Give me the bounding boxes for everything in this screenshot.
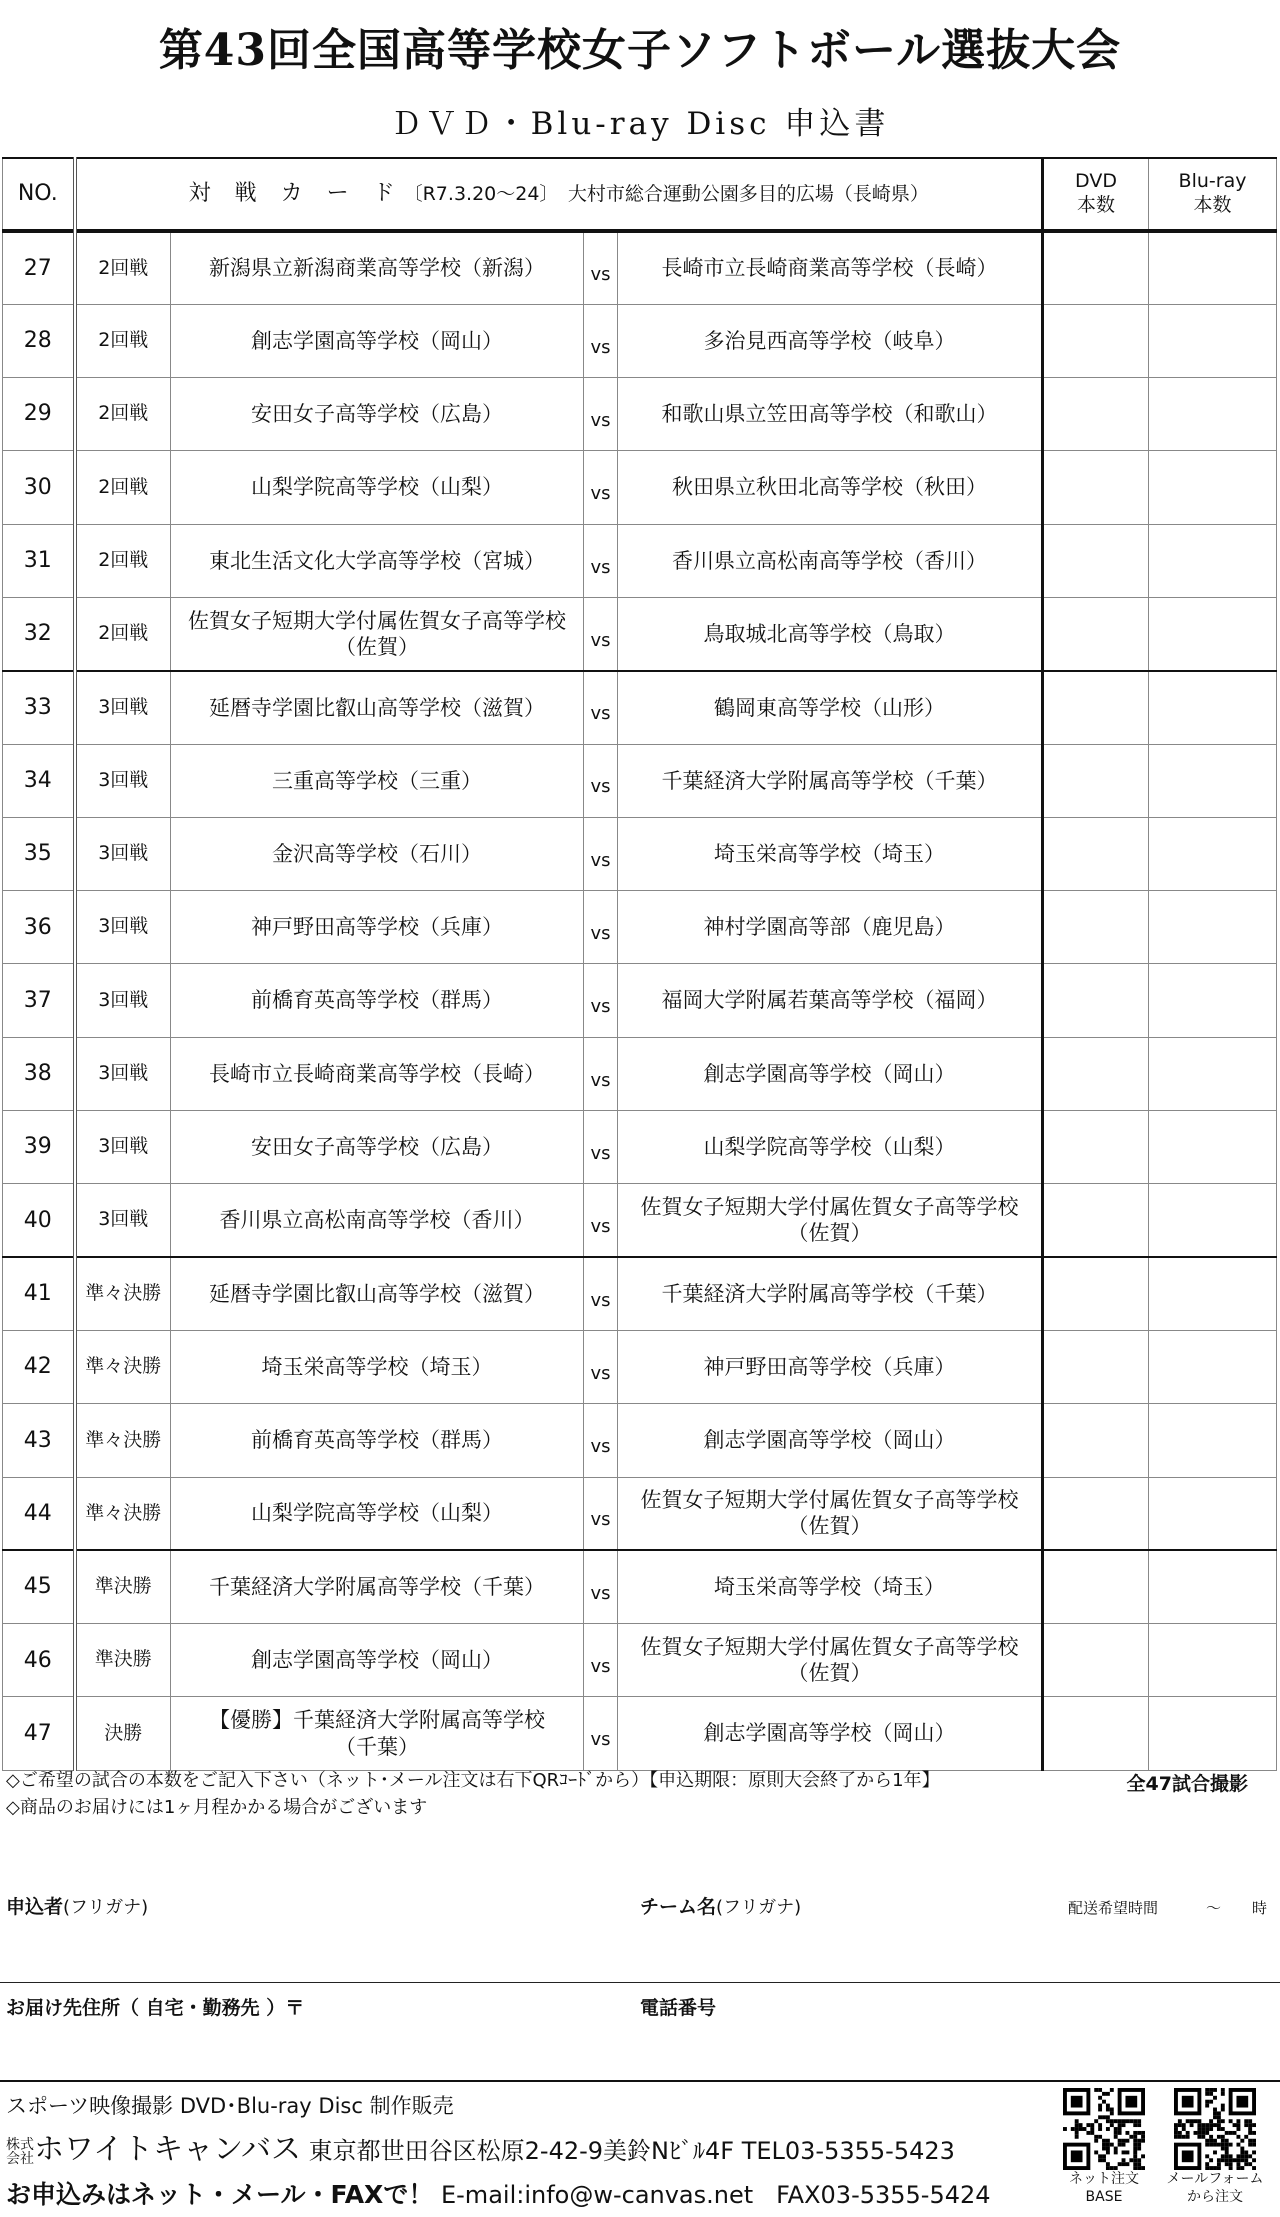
corp-top: 株式 bbox=[6, 2137, 34, 2153]
vs-label: vs bbox=[584, 671, 618, 744]
bluray-quantity-cell[interactable] bbox=[1149, 1111, 1277, 1184]
applicant-label-text: 申込者 bbox=[6, 1896, 64, 1918]
left-team bbox=[171, 744, 584, 817]
table-row bbox=[3, 817, 1277, 890]
right-team bbox=[618, 1111, 1043, 1184]
dvd-quantity-cell[interactable] bbox=[1043, 231, 1149, 304]
match-round: 2回戦 bbox=[75, 378, 171, 451]
table-header-row bbox=[3, 158, 1277, 231]
match-round: 2回戦 bbox=[75, 524, 171, 597]
left-team bbox=[171, 1477, 584, 1550]
dvd-quantity-cell[interactable] bbox=[1043, 1697, 1149, 1770]
bluray-quantity-cell[interactable] bbox=[1149, 744, 1277, 817]
right-team-name: 千葉経済大学附属高等学校（千葉） bbox=[661, 1281, 998, 1306]
phone-label: 電話番号 bbox=[640, 1997, 717, 2019]
dvd-quantity-cell[interactable] bbox=[1043, 1550, 1149, 1623]
delivery-time-hour: 時 bbox=[1252, 1899, 1268, 1917]
left-team bbox=[171, 378, 584, 451]
right-team bbox=[618, 1037, 1043, 1110]
table-row bbox=[3, 1624, 1277, 1697]
company-type-mark bbox=[6, 2138, 34, 2166]
table-row bbox=[3, 1257, 1277, 1330]
right-team-name: 和歌山県立笠田高等学校（和歌山） bbox=[661, 402, 998, 427]
right-team bbox=[618, 597, 1043, 670]
left-team-name: 香川県立高松南高等学校（香川） bbox=[219, 1208, 535, 1233]
left-team bbox=[171, 1404, 584, 1477]
table-row bbox=[3, 597, 1277, 670]
match-number: 30 bbox=[3, 451, 75, 524]
left-team-name: 延暦寺学園比叡山高等学校（滋賀） bbox=[209, 1281, 545, 1306]
left-team bbox=[171, 1550, 584, 1623]
dvd-quantity-cell[interactable] bbox=[1043, 378, 1149, 451]
dvd-quantity-cell[interactable] bbox=[1043, 524, 1149, 597]
vs-label: vs bbox=[584, 1697, 618, 1770]
match-number: 34 bbox=[3, 744, 75, 817]
bluray-quantity-cell[interactable] bbox=[1149, 1550, 1277, 1623]
dvd-quantity-cell[interactable] bbox=[1043, 964, 1149, 1037]
right-team-name: 神村学園高等部（鹿児島） bbox=[703, 915, 956, 940]
table-row bbox=[3, 891, 1277, 964]
bluray-quantity-cell[interactable] bbox=[1149, 1037, 1277, 1110]
table-row bbox=[3, 378, 1277, 451]
left-team bbox=[171, 1624, 584, 1697]
table-row bbox=[3, 671, 1277, 744]
match-round: 2回戦 bbox=[75, 231, 171, 304]
table-row bbox=[3, 1477, 1277, 1550]
match-number: 39 bbox=[3, 1111, 75, 1184]
right-team bbox=[618, 1404, 1043, 1477]
right-team-name: 創志学園高等学校（岡山） bbox=[703, 1428, 956, 1453]
header-bluray-line2: 本数 bbox=[1193, 194, 1232, 216]
bluray-quantity-cell[interactable] bbox=[1149, 891, 1277, 964]
qr-mailform-caption-line1: メールフォーム bbox=[1166, 2171, 1264, 2187]
match-number: 45 bbox=[3, 1550, 75, 1623]
bluray-quantity-cell[interactable] bbox=[1149, 231, 1277, 304]
vs-label: vs bbox=[584, 1624, 618, 1697]
right-team-name: 創志学園高等学校（岡山） bbox=[703, 1721, 956, 1746]
qr-base-caption-line2: BASE bbox=[1085, 2189, 1123, 2205]
right-team bbox=[618, 891, 1043, 964]
dvd-quantity-cell[interactable] bbox=[1043, 1404, 1149, 1477]
match-round: 準々決勝 bbox=[75, 1404, 171, 1477]
match-number: 29 bbox=[3, 378, 75, 451]
left-team-name: 東北生活文化大学高等学校（宮城） bbox=[209, 548, 545, 573]
match-round: 準々決勝 bbox=[75, 1257, 171, 1330]
footer-company-line bbox=[6, 2124, 955, 2168]
table-row bbox=[3, 1037, 1277, 1110]
order-cta: お申込みはネット・メール・FAXで！ bbox=[6, 2180, 434, 2209]
header-dvd-line1: DVD bbox=[1075, 170, 1117, 193]
bluray-quantity-cell[interactable] bbox=[1149, 1624, 1277, 1697]
left-team-name: 神戸野田高等学校（兵庫） bbox=[251, 915, 503, 940]
page-title: 第43回全国高等学校女子ソフトボール選抜大会 bbox=[158, 25, 1122, 76]
dvd-quantity-cell[interactable] bbox=[1043, 1037, 1149, 1110]
right-team-name: 創志学園高等学校（岡山） bbox=[703, 1061, 956, 1086]
footer-divider bbox=[0, 2080, 1280, 2082]
bluray-quantity-cell[interactable] bbox=[1149, 304, 1277, 377]
note-line-1: ◇ご希望の試合の本数をご記入下さい（ネット･メール注文は右下QRｺｰﾄﾞから）【申込期限：原則大会終了から1年】 bbox=[6, 1770, 940, 1791]
right-team bbox=[618, 1330, 1043, 1403]
bluray-quantity-cell[interactable] bbox=[1149, 1404, 1277, 1477]
vs-label: vs bbox=[584, 304, 618, 377]
bluray-quantity-cell[interactable] bbox=[1149, 1697, 1277, 1770]
bluray-quantity-cell[interactable] bbox=[1149, 1477, 1277, 1550]
match-number: 43 bbox=[3, 1404, 75, 1477]
team-label bbox=[640, 1892, 801, 1919]
footer-contact-line bbox=[6, 2175, 991, 2211]
contact-email[interactable]: E-mail:info@w-canvas.net bbox=[440, 2181, 754, 2209]
qr-base-caption-line1: ネット注文 bbox=[1069, 2171, 1139, 2187]
vs-label: vs bbox=[584, 1037, 618, 1110]
match-round: 3回戦 bbox=[75, 891, 171, 964]
table-row bbox=[3, 1404, 1277, 1477]
vs-label: vs bbox=[584, 1111, 618, 1184]
dvd-quantity-cell[interactable] bbox=[1043, 1111, 1149, 1184]
right-team-name: 埼玉栄高等学校（埼玉） bbox=[714, 841, 945, 866]
right-team bbox=[618, 1184, 1043, 1257]
left-team-name: 前橋育英高等学校（群馬） bbox=[251, 1428, 503, 1453]
total-matches: 全47試合撮影 bbox=[1126, 1773, 1248, 1795]
left-team bbox=[171, 891, 584, 964]
match-round: 準決勝 bbox=[75, 1550, 171, 1623]
table-row bbox=[3, 231, 1277, 304]
vs-label: vs bbox=[584, 1404, 618, 1477]
company-name: ホワイトキャンバス bbox=[34, 2132, 301, 2167]
left-team bbox=[171, 1697, 584, 1770]
header-bluray-qty bbox=[1149, 158, 1277, 231]
right-team bbox=[618, 231, 1043, 304]
bluray-quantity-cell[interactable] bbox=[1149, 378, 1277, 451]
match-round: 3回戦 bbox=[75, 964, 171, 1037]
order-table bbox=[2, 157, 1277, 1771]
match-round: 3回戦 bbox=[75, 817, 171, 890]
left-team bbox=[171, 597, 584, 670]
right-team-prefecture: （佐賀） bbox=[787, 1661, 872, 1686]
right-team-name: 千葉経済大学附属高等学校（千葉） bbox=[661, 768, 998, 793]
left-team bbox=[171, 1111, 584, 1184]
table-row bbox=[3, 524, 1277, 597]
delivery-time-tilde: ～ bbox=[1206, 1899, 1222, 1917]
left-team-name: 長崎市立長崎商業高等学校（長崎） bbox=[209, 1061, 545, 1086]
match-number: 28 bbox=[3, 304, 75, 377]
match-round: 準々決勝 bbox=[75, 1477, 171, 1550]
right-team bbox=[618, 1697, 1043, 1770]
left-team-name: 安田女子高等学校（広島） bbox=[251, 402, 503, 427]
qr-base-caption bbox=[1054, 2170, 1154, 2206]
vs-label: vs bbox=[584, 1330, 618, 1403]
right-team bbox=[618, 524, 1043, 597]
match-number: 32 bbox=[3, 597, 75, 670]
vs-label: vs bbox=[584, 1257, 618, 1330]
dvd-quantity-cell[interactable] bbox=[1043, 1184, 1149, 1257]
left-team-name: 金沢高等学校（石川） bbox=[272, 841, 482, 866]
dvd-quantity-cell[interactable] bbox=[1043, 597, 1149, 670]
match-number: 31 bbox=[3, 524, 75, 597]
left-team-name: 三重高等学校（三重） bbox=[272, 768, 482, 793]
dvd-quantity-cell[interactable] bbox=[1043, 1330, 1149, 1403]
right-team-name: 福岡大学附属若葉高等学校（福岡） bbox=[661, 988, 998, 1013]
right-team-prefecture: （佐賀） bbox=[787, 1221, 872, 1246]
left-team-name: 新潟県立新潟商業高等学校（新潟） bbox=[209, 256, 545, 281]
match-round: 3回戦 bbox=[75, 1184, 171, 1257]
delivery-time-label: 配送希望時間 bbox=[1068, 1899, 1159, 1917]
vs-label: vs bbox=[584, 524, 618, 597]
dvd-quantity-cell[interactable] bbox=[1043, 1477, 1149, 1550]
right-team bbox=[618, 671, 1043, 744]
right-team bbox=[618, 1624, 1043, 1697]
notes bbox=[6, 1767, 940, 1821]
right-team-name: 長崎市立長崎商業高等学校（長崎） bbox=[661, 256, 998, 281]
vs-label: vs bbox=[584, 1477, 618, 1550]
qr-code-mailform-icon[interactable] bbox=[1174, 2088, 1256, 2170]
table-row bbox=[3, 1111, 1277, 1184]
right-team bbox=[618, 1477, 1043, 1550]
header-match-card bbox=[75, 158, 1043, 231]
right-team-name: 秋田県立秋田北高等学校（秋田） bbox=[672, 475, 987, 500]
applicant-label bbox=[6, 1892, 148, 1919]
left-team-name: 創志学園高等学校（岡山） bbox=[251, 1648, 503, 1673]
match-number: 44 bbox=[3, 1477, 75, 1550]
team-kana: (フリガナ) bbox=[716, 1897, 802, 1918]
company-address: 東京都世田谷区松原2-42-9美鈴Nﾋﾞﾙ4F TEL03-5355-5423 bbox=[308, 2137, 955, 2165]
dvd-quantity-cell[interactable] bbox=[1043, 451, 1149, 524]
qr-mailform-caption bbox=[1165, 2170, 1265, 2206]
left-team-name: 山梨学院高等学校（山梨） bbox=[251, 475, 503, 500]
vs-label: vs bbox=[584, 231, 618, 304]
bluray-quantity-cell[interactable] bbox=[1149, 1257, 1277, 1330]
match-number: 38 bbox=[3, 1037, 75, 1110]
left-team-name: 創志学園高等学校（岡山） bbox=[251, 328, 503, 353]
applicant-kana: (フリガナ) bbox=[63, 1897, 149, 1918]
left-team bbox=[171, 1037, 584, 1110]
dvd-quantity-cell[interactable] bbox=[1043, 1257, 1149, 1330]
right-team-name: 多治見西高等学校（岐阜） bbox=[703, 328, 956, 353]
team-label-text: チーム名 bbox=[640, 1896, 717, 1918]
header-card-label: 対 戦 カ ー ド bbox=[188, 181, 396, 207]
left-team-name: 佐賀女子短期大学付属佐賀女子高等学校 bbox=[188, 608, 566, 633]
right-team-prefecture: （佐賀） bbox=[787, 1514, 872, 1539]
vs-label: vs bbox=[584, 1550, 618, 1623]
left-team bbox=[171, 964, 584, 1037]
table-row bbox=[3, 451, 1277, 524]
right-team-name: 神戸野田高等学校（兵庫） bbox=[703, 1354, 956, 1379]
bluray-quantity-cell[interactable] bbox=[1149, 671, 1277, 744]
bluray-quantity-cell[interactable] bbox=[1149, 964, 1277, 1037]
note-line-2: ◇商品のお届けには1ヶ月程かかる場合がございます bbox=[6, 1797, 428, 1818]
table-row bbox=[3, 1184, 1277, 1257]
bluray-quantity-cell[interactable] bbox=[1149, 597, 1277, 670]
left-team bbox=[171, 1184, 584, 1257]
vs-label: vs bbox=[584, 597, 618, 670]
header-dvd-line2: 本数 bbox=[1077, 194, 1116, 216]
page-subtitle: ＤＶＤ・Blu-ray Disc 申込書 bbox=[390, 106, 890, 142]
right-team-name: 佐賀女子短期大学付属佐賀女子高等学校 bbox=[640, 1488, 1019, 1513]
vs-label: vs bbox=[584, 744, 618, 817]
left-team-prefecture: （千葉） bbox=[335, 1734, 419, 1759]
vs-label: vs bbox=[584, 964, 618, 1037]
left-team-name: 【優勝】千葉経済大学附属高等学校 bbox=[209, 1708, 545, 1733]
vs-label: vs bbox=[584, 378, 618, 451]
contact-fax: FAX03-5355-5424 bbox=[776, 2181, 991, 2209]
right-team-name: 埼玉栄高等学校（埼玉） bbox=[714, 1575, 945, 1600]
bluray-quantity-cell[interactable] bbox=[1149, 524, 1277, 597]
left-team bbox=[171, 1330, 584, 1403]
left-team-name: 千葉経済大学附属高等学校（千葉） bbox=[209, 1575, 545, 1600]
right-team-name: 山梨学院高等学校（山梨） bbox=[703, 1135, 956, 1160]
table-row bbox=[3, 304, 1277, 377]
dvd-quantity-cell[interactable] bbox=[1043, 891, 1149, 964]
qr-code-base-icon[interactable] bbox=[1063, 2088, 1145, 2170]
bluray-quantity-cell[interactable] bbox=[1149, 1330, 1277, 1403]
bluray-quantity-cell[interactable] bbox=[1149, 451, 1277, 524]
match-round: 3回戦 bbox=[75, 1037, 171, 1110]
table-row bbox=[3, 1330, 1277, 1403]
left-team bbox=[171, 671, 584, 744]
left-team-name: 前橋育英高等学校（群馬） bbox=[251, 988, 503, 1013]
header-venue: 〔R7.3.20～24〕 大村市総合運動公園多目的広場（長崎県） bbox=[403, 183, 929, 206]
match-round: 準決勝 bbox=[75, 1624, 171, 1697]
match-round: 3回戦 bbox=[75, 744, 171, 817]
dvd-quantity-cell[interactable] bbox=[1043, 304, 1149, 377]
corp-bottom: 会社 bbox=[6, 2151, 34, 2167]
table-row bbox=[3, 1550, 1277, 1623]
right-team bbox=[618, 964, 1043, 1037]
vs-label: vs bbox=[584, 451, 618, 524]
match-number: 42 bbox=[3, 1330, 75, 1403]
left-team bbox=[171, 1257, 584, 1330]
vs-label: vs bbox=[584, 817, 618, 890]
vs-label: vs bbox=[584, 1184, 618, 1257]
right-team-name: 佐賀女子短期大学付属佐賀女子高等学校 bbox=[640, 1195, 1019, 1219]
left-team-name: 埼玉栄高等学校（埼玉） bbox=[261, 1354, 493, 1379]
address-label: お届け先住所（ 自宅・勤務先 ）〒 bbox=[6, 1997, 305, 2019]
applicant-underline bbox=[0, 1982, 1280, 1983]
left-team-name: 山梨学院高等学校（山梨） bbox=[251, 1501, 503, 1526]
right-team-name: 佐賀女子短期大学付属佐賀女子高等学校 bbox=[640, 1635, 1019, 1660]
left-team-prefecture: （佐賀） bbox=[335, 634, 419, 659]
header-dvd-qty bbox=[1043, 158, 1149, 231]
match-number: 35 bbox=[3, 817, 75, 890]
match-round: 準々決勝 bbox=[75, 1330, 171, 1403]
match-round: 2回戦 bbox=[75, 451, 171, 524]
left-team bbox=[171, 524, 584, 597]
table-row bbox=[3, 964, 1277, 1037]
match-number: 41 bbox=[3, 1257, 75, 1330]
right-team bbox=[618, 1257, 1043, 1330]
match-number: 47 bbox=[3, 1697, 75, 1770]
match-number: 46 bbox=[3, 1624, 75, 1697]
table-row bbox=[3, 1697, 1277, 1770]
right-team bbox=[618, 304, 1043, 377]
match-round: 2回戦 bbox=[75, 597, 171, 670]
dvd-quantity-cell[interactable] bbox=[1043, 1624, 1149, 1697]
match-round: 決勝 bbox=[75, 1697, 171, 1770]
left-team bbox=[171, 451, 584, 524]
header-bluray-line1: Blu-ray bbox=[1178, 170, 1247, 193]
right-team bbox=[618, 744, 1043, 817]
right-team-name: 鶴岡東高等学校（山形） bbox=[714, 695, 945, 720]
dvd-quantity-cell[interactable] bbox=[1043, 671, 1149, 744]
left-team bbox=[171, 231, 584, 304]
match-round: 2回戦 bbox=[75, 304, 171, 377]
right-team-name: 鳥取城北高等学校（鳥取） bbox=[703, 621, 956, 646]
dvd-quantity-cell[interactable] bbox=[1043, 744, 1149, 817]
right-team-name: 香川県立高松南高等学校（香川） bbox=[672, 548, 987, 573]
left-team-name: 安田女子高等学校（広島） bbox=[251, 1135, 503, 1160]
left-team-name: 延暦寺学園比叡山高等学校（滋賀） bbox=[209, 695, 545, 720]
left-team bbox=[171, 304, 584, 377]
match-number: 37 bbox=[3, 964, 75, 1037]
header-no: NO. bbox=[3, 158, 75, 231]
bluray-quantity-cell[interactable] bbox=[1149, 1184, 1277, 1257]
match-round: 3回戦 bbox=[75, 1111, 171, 1184]
table-row bbox=[3, 744, 1277, 817]
match-round: 3回戦 bbox=[75, 671, 171, 744]
match-number: 36 bbox=[3, 891, 75, 964]
footer-tagline: スポーツ映像撮影 DVD･Blu-ray Disc 制作販売 bbox=[6, 2094, 454, 2118]
vs-label: vs bbox=[584, 891, 618, 964]
right-team bbox=[618, 378, 1043, 451]
qr-mailform-caption-line2: から注文 bbox=[1187, 2189, 1243, 2205]
match-number: 33 bbox=[3, 671, 75, 744]
match-number: 27 bbox=[3, 231, 75, 304]
right-team bbox=[618, 817, 1043, 890]
dvd-quantity-cell[interactable] bbox=[1043, 817, 1149, 890]
right-team bbox=[618, 1550, 1043, 1623]
bluray-quantity-cell[interactable] bbox=[1149, 817, 1277, 890]
right-team bbox=[618, 451, 1043, 524]
match-number: 40 bbox=[3, 1184, 75, 1257]
left-team bbox=[171, 817, 584, 890]
